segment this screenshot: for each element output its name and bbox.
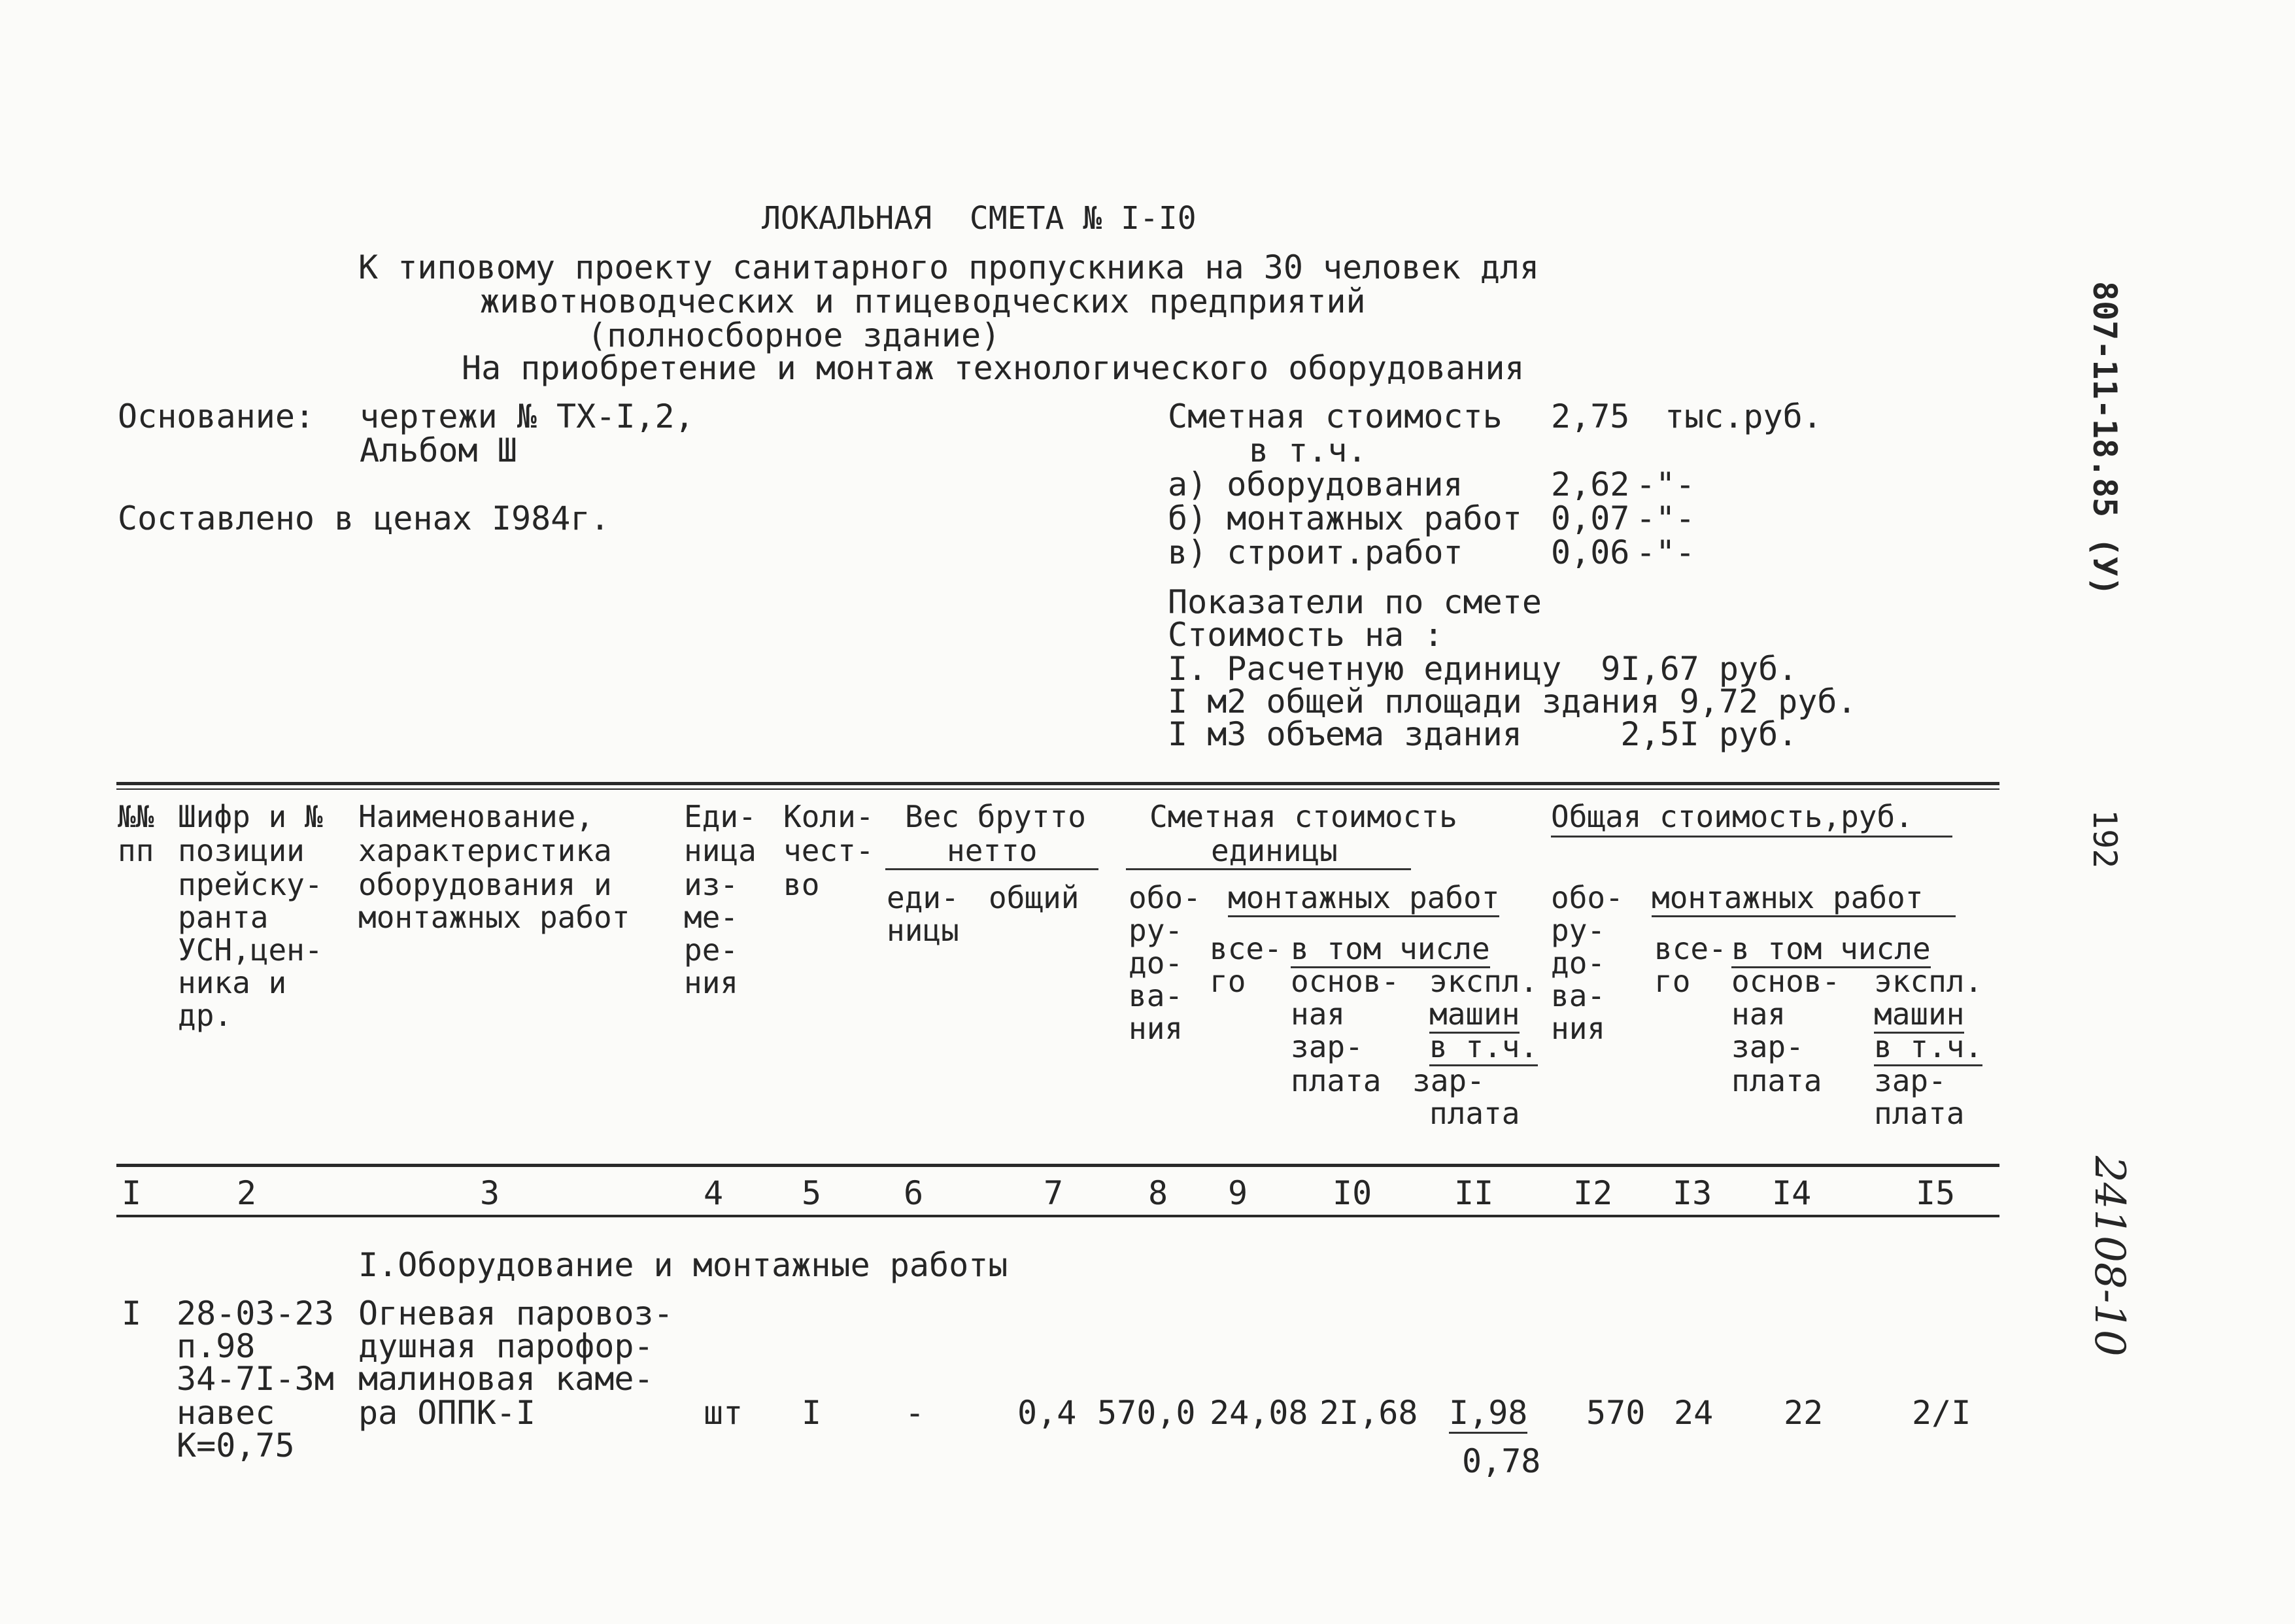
col-number: I4 (1772, 1174, 1812, 1212)
col-header-t-mach: экспл. (1874, 964, 1983, 999)
col-header-base: плата (1291, 1063, 1382, 1098)
row-number: I (122, 1294, 142, 1332)
col-header-t-base: основ- (1731, 964, 1841, 999)
indicator-line-2: I м2 общей площади здания 9,72 руб. (1168, 683, 1857, 720)
col-header-num: пп (118, 833, 154, 868)
row-name: душная парофор- (358, 1327, 654, 1365)
row-code: 28-03-23 (177, 1294, 334, 1332)
col-number: 2 (237, 1174, 257, 1212)
cost-item-unit: -"- (1636, 465, 1695, 503)
col-header-mont-total: го (1210, 964, 1246, 999)
col-header-name: оборудования и (358, 867, 612, 902)
cost-item-unit: -"- (1636, 499, 1695, 537)
cost-total-value: 2,75 (1551, 398, 1630, 435)
col-header-weight-total: общий (989, 880, 1080, 915)
col-header-code: УСН,цен- (178, 932, 323, 968)
col-header-t-mont-total: все- (1654, 931, 1727, 966)
table-top-rule-thin (116, 788, 1999, 790)
col-header-name: Наименование, (358, 799, 594, 834)
indicators-subtitle: Стоимость на : (1168, 616, 1444, 654)
row-code: навес (177, 1394, 275, 1432)
col-header-code: др. (178, 998, 233, 1033)
col-header-equip: до- (1129, 945, 1183, 981)
header-bottom-rule (116, 1164, 1999, 1167)
col-header-t-mach: плата (1874, 1096, 1965, 1131)
margin-project-code: 807-11-18.85 (У) (2086, 281, 2124, 596)
row-base-salary: 2I,68 (1319, 1394, 1418, 1432)
row-total-machines: 2/I (1912, 1394, 1971, 1432)
col-header-unit: ница (684, 833, 756, 868)
row-qty: I (802, 1394, 822, 1432)
col-number: 7 (1044, 1174, 1064, 1212)
col-number: I0 (1333, 1174, 1372, 1212)
col-header-incl: в том числе (1291, 934, 1490, 968)
col-header-mach: плата (1429, 1096, 1520, 1131)
col-header-mont-total: все- (1210, 931, 1282, 966)
col-header-total: Общая стоимость,руб. (1551, 802, 1952, 837)
row-unit: шт (704, 1394, 743, 1432)
section-title: I.Оборудование и монтажные работы (358, 1246, 1008, 1284)
col-header-t-incl: в том числе (1731, 934, 1931, 968)
margin-handwritten-number: 24108-10 (2085, 1156, 2134, 1357)
col-header-mach: зар- (1412, 1063, 1485, 1098)
row-code: п.98 (177, 1327, 256, 1365)
col-number-rule (116, 1215, 1999, 1217)
row-mont-total: 24,08 (1210, 1394, 1308, 1432)
col-header-mach: в т.ч. (1429, 1032, 1538, 1066)
col-header-t-mont-total: го (1654, 964, 1691, 999)
cost-item-label: б) монтажных работ (1168, 499, 1522, 537)
cost-incl: в т.ч. (1249, 431, 1367, 469)
row-total-base: 22 (1784, 1394, 1824, 1432)
row-total-mont: 24 (1674, 1394, 1714, 1432)
document-title: ЛОКАЛЬНАЯ СМЕТА № I-I0 (762, 200, 1197, 237)
col-header-t-mont: монтажных работ (1652, 883, 1956, 917)
col-header-t-equip: обо- (1551, 880, 1624, 915)
row-code: К=0,75 (177, 1427, 295, 1464)
subtitle-line-2: животноводческих и птицеводческих предприятий (480, 282, 1366, 320)
col-number: I2 (1573, 1174, 1613, 1212)
cost-total-label: Сметная стоимость (1168, 398, 1503, 435)
col-number: 5 (802, 1174, 822, 1212)
col-header-name: характеристика (358, 833, 612, 868)
col-header-unit: из- (684, 867, 739, 902)
col-header-weight-unit: ницы (887, 913, 959, 948)
col-header-unit: ре- (684, 932, 739, 968)
col-header-num: №№ (118, 799, 154, 834)
margin-page-number: 192 (2086, 809, 2124, 869)
col-header-base: основ- (1291, 964, 1400, 999)
subtitle-line-3: (полносборное здание) (587, 316, 1001, 354)
cost-total-unit: тыс.руб. (1665, 398, 1822, 435)
row-machines: I,98 (1449, 1396, 1527, 1434)
col-header-code: ника и (178, 965, 287, 1000)
col-header-equip: ру- (1129, 913, 1183, 948)
col-header-base: ная (1291, 996, 1346, 1032)
row-name: ра ОППК-I (358, 1394, 536, 1432)
col-header-unit: ме- (684, 900, 739, 935)
row-name: малиновая каме- (358, 1360, 654, 1398)
cost-item-label: а) оборудования (1168, 465, 1463, 503)
row-code: 34-7I-3м (177, 1360, 334, 1398)
col-header-qty: чест- (783, 833, 874, 868)
col-header-name: монтажных работ (358, 900, 630, 935)
col-number: I5 (1916, 1174, 1956, 1212)
col-header-code: Шифр и № (178, 799, 323, 834)
col-header-t-base: зар- (1731, 1029, 1804, 1064)
col-header-qty: во (783, 867, 820, 902)
col-header-code: позиции (178, 833, 305, 868)
col-header-unit: Еди- (684, 799, 756, 834)
col-header-weight-net: нетто (885, 836, 1098, 870)
col-header-est: Сметная стоимость (1149, 799, 1457, 834)
col-header-t-equip: ния (1551, 1011, 1606, 1046)
col-header-code: прейску- (178, 867, 323, 902)
col-header-equip: обо- (1129, 880, 1201, 915)
prices-note: Составлено в ценах I984г. (118, 499, 610, 537)
col-number: 3 (480, 1174, 500, 1212)
cost-item-value: 0,06 (1551, 533, 1630, 571)
col-header-mach: экспл. (1429, 964, 1538, 999)
row-total-equip: 570 (1586, 1394, 1646, 1432)
col-header-mont: монтажных работ (1228, 883, 1499, 917)
subtitle-line-4: На приобретение и монтаж технологического оборудования (462, 349, 1525, 387)
col-header-t-equip: ру- (1551, 913, 1606, 948)
row-equip: 570,0 (1097, 1394, 1196, 1432)
cost-item-unit: -"- (1636, 533, 1695, 571)
col-header-weight: Вес брутто (905, 799, 1086, 834)
col-number: 4 (704, 1174, 724, 1212)
indicator-line-3: I м3 объема здания 2,5I руб. (1168, 715, 1798, 753)
subtitle-line-1: К типовому проекту санитарного пропускника на 30 человек для (358, 248, 1540, 286)
col-header-base: зар- (1291, 1029, 1363, 1064)
basis-value-2: Альбом Ш (360, 431, 517, 469)
col-header-code: ранта (178, 900, 269, 935)
col-header-t-base: плата (1731, 1063, 1822, 1098)
col-number: I (122, 1174, 142, 1212)
basis-label: Основание: (118, 398, 315, 435)
col-header-mach: машин (1429, 999, 1520, 1034)
cost-item-value: 0,07 (1551, 499, 1630, 537)
row-weight-total: 0,4 (1017, 1394, 1077, 1432)
col-header-t-base: ная (1731, 996, 1786, 1032)
col-header-t-equip: до- (1551, 945, 1606, 981)
col-header-equip: ния (1129, 1011, 1183, 1046)
col-header-weight-unit: еди- (887, 880, 959, 915)
row-weight-unit: - (905, 1394, 925, 1432)
col-header-t-mach: машин (1874, 999, 1964, 1034)
col-number: 9 (1228, 1174, 1248, 1212)
col-header-t-mach: в т.ч. (1874, 1032, 1982, 1066)
col-header-equip: ва- (1129, 978, 1183, 1013)
cost-item-label: в) строит.работ (1168, 533, 1463, 571)
row-name: Огневая паровоз- (358, 1294, 673, 1332)
col-header-t-mach: зар- (1874, 1063, 1946, 1098)
indicators-title: Показатели по смете (1168, 583, 1542, 621)
col-number: 6 (904, 1174, 924, 1212)
col-number: 8 (1148, 1174, 1168, 1212)
row-machines-salary: 0,78 (1462, 1442, 1541, 1480)
col-header-est-unit: единицы (1126, 836, 1411, 870)
indicator-line-1: I. Расчетную единицу 9I,67 руб. (1168, 650, 1798, 688)
col-header-unit: ния (684, 965, 739, 1000)
col-number: II (1454, 1174, 1494, 1212)
basis-value-1: чертежи № ТХ-I,2, (360, 398, 694, 435)
col-header-qty: Коли- (783, 799, 874, 834)
cost-item-value: 2,62 (1551, 465, 1630, 503)
table-top-rule (116, 782, 1999, 785)
col-header-t-equip: ва- (1551, 978, 1606, 1013)
col-number: I3 (1673, 1174, 1712, 1212)
